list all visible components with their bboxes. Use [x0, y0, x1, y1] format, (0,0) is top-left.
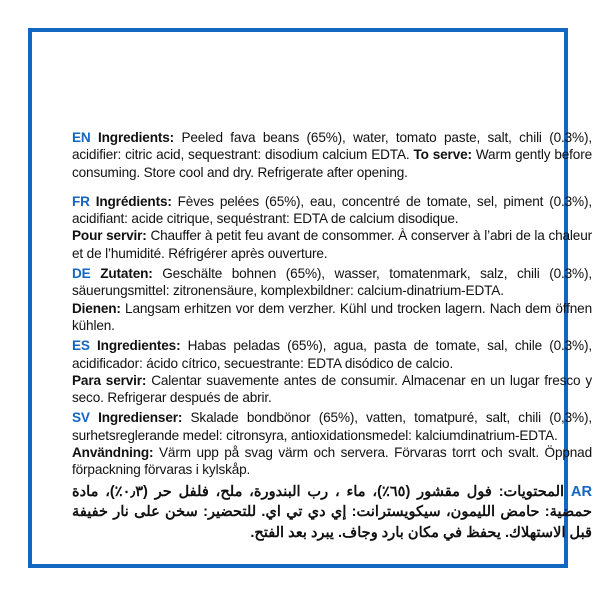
section-label: Ingredientes:: [97, 338, 188, 354]
lang-code-es: ES: [72, 338, 90, 354]
section-text: فول مقشور (٦٥٪)، ماء ، رب البندورة، ملح، فلفل حر (٠٫٣٪)، مادة حمضية: حامض الليمون، سيكويسترانت: إي دي تي اي.: [72, 483, 592, 521]
section-text: Geschälte bohnen (65%), wasser, tomatenmark, salz, chili (0.3%), säuerungsmittel: zitronensäure, komplexbildner: calcium-dinatrium-EDTA.: [72, 266, 592, 299]
lang-section-fr: [72, 193, 592, 262]
section-label: المحتويات:: [491, 483, 565, 500]
lang-code-sv: SV: [72, 410, 90, 426]
lang-code-en: EN: [72, 130, 91, 145]
lang-section-sv: [72, 409, 592, 478]
section-label: Ingredients:: [98, 130, 182, 145]
section-text: Fèves pelées (65%), eau, concentré de tomate, sel, piment (0.3%), acidifiant: acide citrique, sequéstrant: EDTA de calcium disodique.: [72, 193, 592, 227]
lang-code-fr: FR: [72, 193, 90, 209]
section-label: Pour servir:: [72, 228, 151, 244]
section-text: Langsam erhitzen vor dem verzher. Kühl und trocken lagern. Nach dem öffnen kühlen.: [72, 300, 592, 333]
section-label: للتحضير:: [197, 504, 257, 521]
section-text: Peeled fava beans (65%), water, tomato paste, salt, chili (0.3%), acidifier: citric acid, sequestrant: disodium calcium EDTA.: [72, 130, 592, 163]
section-text: سخن على نار خفيفة قبل الاستهلاك. يحفظ في مكان بارد وجاف. يبرد بعد الفتح.: [72, 504, 592, 541]
section-label: Ingredienser:: [98, 410, 191, 426]
section-label: To serve:: [413, 147, 476, 163]
section-text: Chauffer à petit feu avant de consommer. À conserver à l’abri de la chaleur et de l’humidité. Réfrigérer après ouverture.: [72, 228, 592, 261]
lang-section-es: [72, 337, 592, 406]
section-label: Para servir:: [72, 372, 152, 388]
section-text: Skalade bondbönor (65%), vatten, tomatpuré, salt, chili (0,3%), surhetsreglerande medel: citronsyra, antioxidationsmedel: kalciumdinatrium-EDTA.: [72, 410, 592, 443]
section-label: Användning:: [72, 445, 159, 461]
lang-section-ar: [72, 482, 592, 544]
lang-section-en: [72, 129, 592, 181]
section-text: Värm upp på svag värm och servera. Förvaras torrt och svalt. Öppnad förpackning förvaras i kylskåp.: [72, 445, 592, 478]
lang-section-de: [72, 265, 592, 334]
label-sections: [72, 129, 592, 546]
section-label: Zutaten:: [100, 266, 163, 282]
label-border-frame: [28, 28, 593, 568]
section-text: Warm gently before consuming. Store cool and dry. Refrigerate after opening.: [72, 147, 592, 180]
lang-code-ar: AR: [570, 483, 593, 500]
section-text: Habas peladas (65%), agua, pasta de tomate, sal, chile (0.3%), acidificador: ácido cítrico, secuestrante: EDTA disódico de calcio.: [72, 338, 592, 371]
section-label: Ingrédients:: [95, 193, 178, 209]
lang-code-de: DE: [72, 266, 91, 282]
section-text: Calentar suavemente antes de consumir. Almacenar en un lugar fresco y seco. Refrigerar después de abrir.: [72, 372, 592, 406]
section-label: Dienen:: [72, 300, 126, 316]
